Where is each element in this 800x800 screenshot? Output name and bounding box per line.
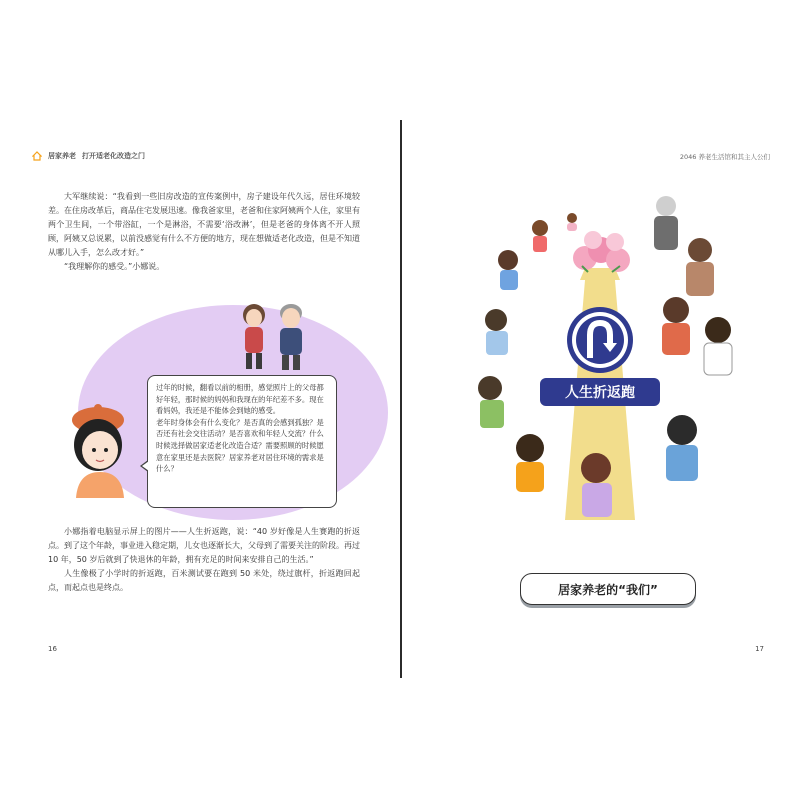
illustration-caption: 居家养老的“我们” (520, 573, 696, 605)
page-number-left: 16 (48, 645, 57, 653)
narrative-top (48, 190, 360, 274)
paragraph: 人生像极了小学时的折返跑，百米测试要在跑到 50 米处，绕过旗杆，折返跑回起点，而起点也是终点。 (48, 569, 360, 592)
paragraph: 小娜指着电脑显示屏上的图片——人生折返跑，说：“40 岁好像是人生赛跑的折返点。到了这个年龄，事业进入稳定期，儿女也逐渐长大，父母到了需要关注的阶段。再过 10 年，50 岁后就到了快退休的年龄，拥有充足的时间来安排自己的生活。” (48, 527, 360, 564)
speech-bubble (147, 375, 337, 508)
bubble-tail-inner (142, 461, 149, 471)
header-brand: 居家养老 (48, 152, 76, 160)
narrative-bottom (48, 525, 360, 595)
home-icon (32, 151, 42, 161)
banner-text: 人生折返跑 (565, 385, 635, 401)
elderly-couple-illustration (236, 295, 318, 373)
header-section: 打开适老化改造之门 (82, 152, 145, 160)
running-header-left (32, 151, 145, 161)
bubble-text: 老年时身体会有什么变化？是否真的会感到孤独？是否还有社会交往活动？是否喜欢和年轻人交流？什么时候选择做居家适老化改造合适？需要照顾的时候愿意在家里还是去医院？居家养老对居住环境的需求是什么？ (156, 417, 324, 474)
girl-with-beret-illustration (64, 400, 134, 500)
adult-runners-right (654, 196, 732, 481)
bubble-text: 过年的时候，翻看以前的相册，感觉照片上的父母都好年轻，那时候的妈妈和我现在的年纪差不多。现在看妈妈，我还是不能体会到她的感受。 (156, 383, 324, 416)
running-header-right: 2046 养老生活馆和其主人公们 (679, 153, 770, 161)
paragraph: 大军继续说：“我看到一些旧房改造的宣传案例中，房子建设年代久远，居住环境较差。在住房改革后，商品住宅发展迅速。像我爸家里，老爸和住家阿姨两个人住，家里有两个卫生间，一个带浴缸，一个是淋浴，不需要‘浴改淋’，但是老爸的身体离不开人照顾，阿姨又总说累，以前没感觉有什么不方便的地方，现在想做适老化改造，但是不知道从哪儿入手，怎么改才好。” (48, 192, 360, 257)
page-number-right: 17 (755, 645, 764, 653)
paragraph: “我理解你的感受。”小娜说。 (64, 262, 165, 271)
life-shuttle-run-illustration (470, 180, 770, 560)
flower-bouquet (573, 231, 630, 280)
u-turn-badge (567, 307, 633, 373)
